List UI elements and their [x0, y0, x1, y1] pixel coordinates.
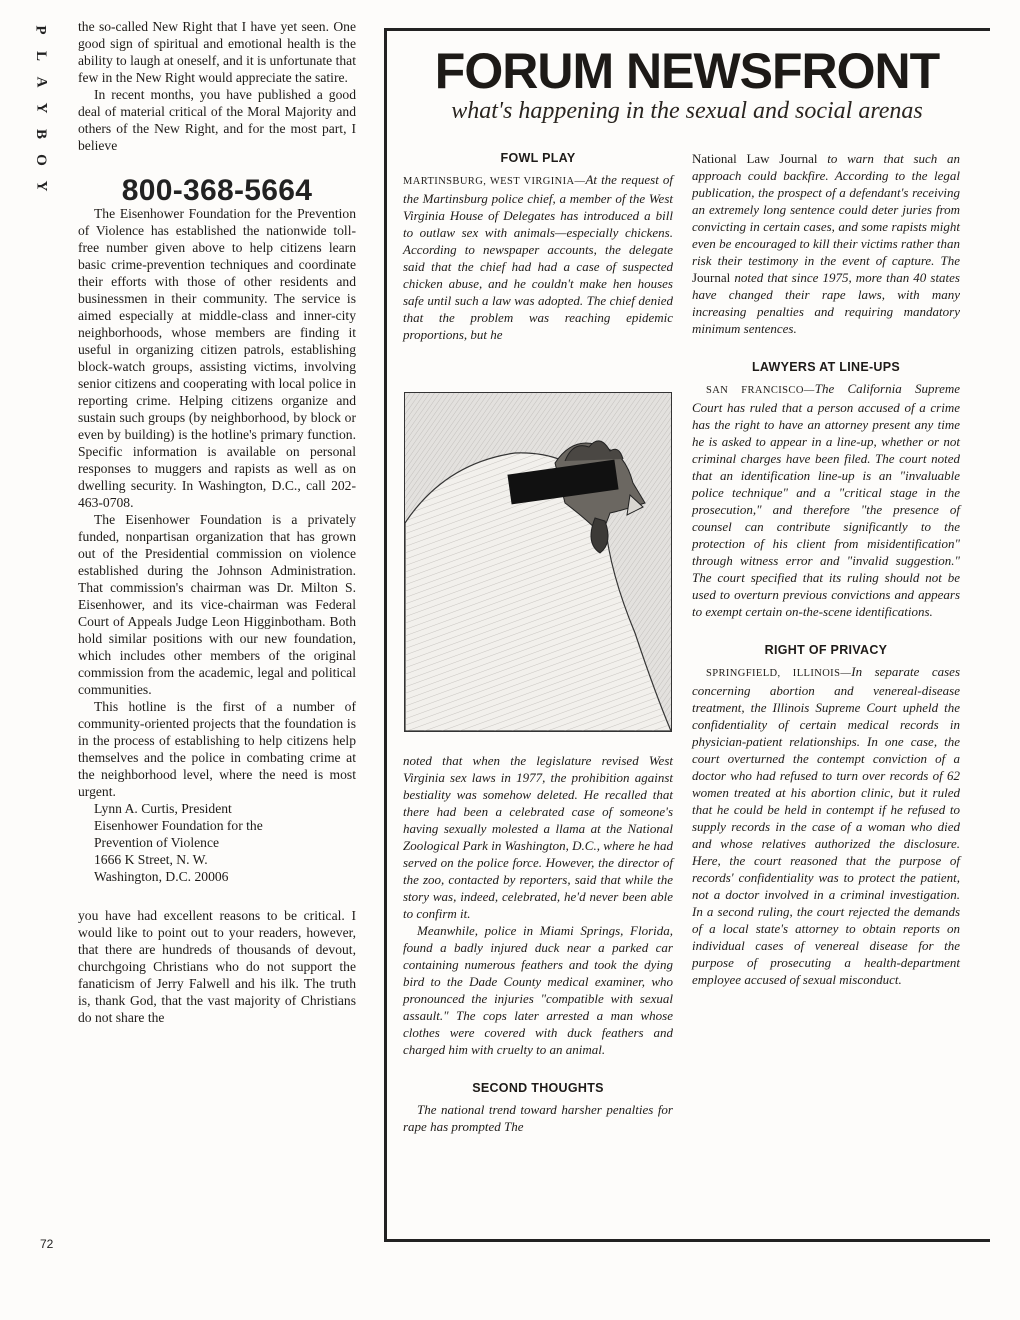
letter-paragraph: The Eisenhower Foundation is a privately funded, nonpartisan organization that has grown out of the Presidential commission on violence established during the Johnson Administration. That commission's chairman was Dr. Milton S. Eisenhower, and its vice-chairman was Federal Court of Appeals Judge Leon Higginbotham. Both hold similar positions with our new foundation, which includes other members of the original commission from the academic, legal and political communities.	[78, 512, 356, 697]
signature-line: Eisenhower Foundation for the	[94, 818, 263, 833]
section-title: FORUM NEWSFRONT	[434, 43, 940, 99]
letter-paragraph: In recent months, you have published a good deal of material critical of the Moral Majority and others of the New Right, and for the most part, I believe	[78, 87, 356, 153]
signature-line: Prevention of Violence	[94, 835, 220, 850]
article-heading: FOWL PLAY	[500, 151, 576, 165]
masthead-letter: Y	[33, 102, 49, 114]
masthead-letter: P	[32, 25, 49, 35]
signature-line: Washington, D.C. 20006	[94, 869, 229, 884]
article-heading: RIGHT OF PRIVACY	[764, 643, 888, 657]
publication-name: Journal	[692, 270, 731, 285]
signature-line: Lynn A. Curtis, President	[94, 801, 232, 816]
article-heading: LAWYERS AT LINE-UPS	[751, 360, 901, 374]
masthead-vertical	[26, 20, 56, 192]
page-number: 72	[40, 1237, 54, 1251]
dateline: MARTINSBURG, WEST VIRGINIA—	[403, 176, 586, 187]
masthead-letter: L	[32, 50, 49, 62]
article-text: noted that since 1975, more than 40 states have changed their rape laws, with many increasing penalties and requiring mandatory minimum sentences.	[692, 270, 960, 336]
newsfront-column-2	[692, 150, 960, 988]
article-paragraph	[692, 380, 960, 620]
section-subtitle: what's happening in the sexual and social arenas	[451, 98, 923, 124]
article-text: At the request of the Martinsburg police chief, a member of the West Virginia House of Delegates has introduced a bill to outlaw sex with animals—especially chickens. According to newspaper accounts, the delegate said that the chief had had a case of suspected chicken abuse, and he couldn't make hen houses safe until such a law was adopted. The chief denied that the problem was reaching epidemic proportions, but he	[403, 172, 673, 342]
article-paragraph: noted that when the legislature revised West Virginia sex laws in 1977, the prohibition against bestiality was somehow deleted. He recalled that there had been a celebrated case of someone's having sexually molested a llama at the National Zoological Park in Washington, D.C., where he had served on the police force. However, the director of the zoo, contacted by reporters, said that while the story was, indeed, celebrated, he'd never been able to confirm it.	[403, 753, 673, 921]
newsfront-column-1-continued	[403, 752, 673, 1135]
newsfront-column-1	[403, 150, 673, 343]
publication-name: National Law Journal	[692, 151, 818, 166]
dateline: SPRINGFIELD, ILLINOIS—	[706, 668, 852, 679]
letter-paragraph: This hotline is the first of a number of community-oriented projects that the foundation is in the process of establishing to help citizens help themselves and the police in combating crime at the neighborhood level, where the need is most urgent.	[78, 699, 356, 799]
dateline: SAN FRANCISCO—	[706, 385, 815, 396]
article-text: In separate cases concerning abortion and venereal-disease treatment, the Illinois Supreme Court upheld the confidentiality of certain medical records in physician-patient relationships. In one case, the court overturned the contempt conviction of a doctor who had refused to turn over records of 62 women treated at his abortion clinic, but it ruled that he could be held in contempt if he refused to supply records in the case of a woman who died and whose relatives authorized the disclosure. Here, the court reasoned that the purpose of records' confidentiality was to protect the patient, not a doctor involved in a criminal investigation. In a second ruling, the court rejected the demands of a local state's attorney to obtain reports on individual cases of venereal disease for the purpose of prosecuting a health-department employee accused of sexual misconduct.	[692, 664, 961, 987]
signature-line: 1666 K Street, N. W.	[94, 852, 208, 867]
masthead-letter: B	[32, 128, 49, 140]
article-text: The California Supreme Court has ruled that a person accused of a crime has the right to have an attorney present any time he is asked to appear in a line-up, whether or not criminal charges have been filed. The court noted that an identification line-up is an "invaluable police technique" and a "critical stage in the prosecution," and therefore "the presence of counsel can contribute significantly to the protection of his client from misidentification" through witness error and "invalid suggestion." The court specified that its ruling should not be used to overturn previous convictions and appears to exempt certain on-the-scene identifications.	[692, 381, 960, 619]
article-paragraph	[692, 150, 960, 337]
letter-paragraph: The Eisenhower Foundation for the Prevention of Violence has established the nationwide toll-free number given above to help citizens learn basic crime-prevention techniques and coordinate their efforts with those of other residents and businessmen in their community. The service is aimed especially at middle-class and inner-city neighborhoods, whose members are finding it useful in organizing citizen patrols, establishing block-watch groups, assisting victims, involving senior citizens and cooperating with local police in reporting crime. Helping citizens organize and sustain such groups (by neighborhood, by block or even by building) is the hotline's primary function. Specific information is available on personal responses to muggers and rapists as well as on dwelling security. In Washington, D.C., call 202-463-0708.	[78, 206, 356, 510]
article-heading: SECOND THOUGHTS	[472, 1081, 604, 1095]
letters-column	[78, 18, 356, 1026]
article-paragraph: Meanwhile, police in Miami Springs, Florida, found a badly injured duck near a parked car containing numerous feathers and took the dying bird to the Dade County medical examiner, who pronounced the injuries "compatible with sexual assault." The cops later arrested a man whose clothes were covered with duck feathers and charged him with cruelty to an animal.	[403, 923, 673, 1057]
chicken-drawing	[405, 393, 671, 731]
letter-paragraph: you have had excellent reasons to be critical. I would like to point out to your readers, however, that there are hundreds of thousands of devout, churchgoing Christians who do not support the fanaticism of Jerry Falwell and his ilk. The truth is, thank God, that the vast majority of Christians do not share the	[78, 908, 356, 1025]
letter-paragraph: the so-called New Right that I have yet seen. One good sign of spiritual and emotional health is the ability to laugh at oneself, and it is unfortunate that few in the New Right would appreciate the satire.	[78, 19, 356, 85]
article-text: to warn that such an approach could backfire. According to the legal publication, the prospect of a defendant's receiving an extremely long sentence could deter juries from convicting in certain cases, and some rapists might even be encouraged to kill their victims rather than risk their testimony in the event of capture. The	[692, 151, 960, 268]
masthead-letter: O	[32, 154, 49, 166]
masthead-letter: A	[33, 76, 49, 88]
article-paragraph: The national trend toward harsher penalties for rape has prompted The	[403, 1102, 673, 1134]
article-paragraph	[692, 663, 960, 988]
article-paragraph	[403, 171, 673, 343]
masthead-letter: Y	[33, 180, 49, 192]
phone-heading: 800-368-5664	[121, 174, 313, 207]
chicken-illustration	[404, 392, 672, 732]
